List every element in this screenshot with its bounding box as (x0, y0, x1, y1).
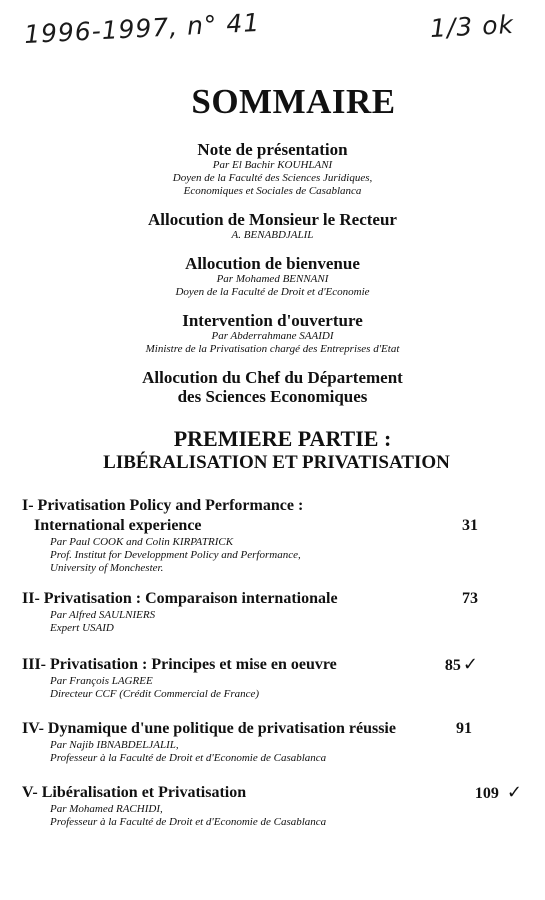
toc-entry-page-number-group (475, 783, 522, 804)
toc-entry-author-line: Professeur à la Faculté de Droit et d'Economie de Casablanca (50, 752, 327, 764)
front-matter-item (0, 210, 545, 242)
front-matter-title: Note de présentation (197, 140, 348, 159)
front-matter-item (0, 311, 545, 356)
front-matter-item (0, 140, 545, 198)
check-mark-icon: ✓ (506, 782, 522, 803)
toc-entry-author-line: Expert USAID (50, 622, 114, 634)
front-matter (0, 140, 545, 418)
toc-entry-page-number: 73 (462, 590, 478, 607)
front-matter-title: Allocution de Monsieur le Recteur (148, 210, 397, 229)
page-title-text: SOMMAIRE (191, 82, 396, 121)
toc-entry-author-line: Par François LAGREE (50, 675, 153, 687)
check-mark-icon: ✓ (462, 654, 478, 675)
part-subtitle: LIBÉRALISATION ET PRIVATISATION (103, 452, 450, 473)
toc-entry-title: IV- Dynamique d'une politique de privatisation réussie (22, 720, 396, 737)
toc-entry-page-number: 109 (474, 785, 499, 802)
front-matter-title: Allocution de bienvenue (185, 254, 360, 273)
toc-entry (22, 719, 522, 765)
toc-entry-page-number: 85 (444, 657, 461, 674)
front-matter-title: Allocution du Chef du Département (142, 368, 403, 387)
front-matter-title: Intervention d'ouverture (182, 311, 363, 330)
handwritten-reference-note: 1996-1997, n° 41 (23, 7, 261, 50)
toc-entry (22, 589, 522, 635)
handwritten-pages-note: 1/3 ok (429, 9, 515, 44)
toc-entry-title: II- Privatisation : Comparaison internationale (22, 590, 338, 607)
front-matter-item (0, 368, 545, 406)
toc-entry-author-line: Par Najib IBNABDELJALIL, (50, 739, 179, 751)
front-matter-title-continued: des Sciences Economiques (177, 387, 368, 406)
front-matter-line: Ministre de la Privatisation chargé des Entreprises d'Etat (145, 343, 400, 355)
toc-entry (22, 496, 522, 575)
toc-entry-page-number-group (445, 655, 478, 676)
page-title (0, 82, 545, 122)
toc-entry-page-number: 31 (462, 517, 478, 534)
front-matter-line: Par Abderrahmane SAAIDI (211, 330, 334, 342)
part-title: PREMIERE PARTIE : (173, 426, 392, 451)
toc-entry-title: III- Privatisation : Principes et mise en oeuvre (22, 656, 337, 673)
table-of-contents (22, 496, 522, 843)
toc-entry-title: V- Libéralisation et Privatisation (22, 784, 247, 801)
toc-entry-author-line: Professeur à la Faculté de Droit et d'Economie de Casablanca (50, 816, 327, 828)
toc-entry-title-continued: International experience (34, 517, 202, 534)
toc-entry-author-line: Par Mohamed RACHIDI, (50, 803, 163, 815)
toc-entry-author-line: University of Monchester. (50, 562, 164, 574)
toc-entry (22, 783, 522, 829)
toc-entry-page-number: 91 (456, 720, 472, 737)
front-matter-line: Doyen de la Faculté des Sciences Juridiques, (172, 172, 373, 184)
front-matter-line: A. BENABDJALIL (231, 229, 314, 241)
toc-entry-title: I- Privatisation Policy and Performance : (22, 497, 304, 514)
front-matter-line: Economiques et Sociales de Casablanca (183, 185, 362, 197)
front-matter-line: Doyen de la Faculté de Droit et d'Economie (175, 286, 370, 298)
toc-entry-author-line: Par Paul COOK and Colin KIRPATRICK (50, 536, 234, 548)
part-heading (0, 426, 545, 474)
toc-entry-author-line: Prof. Institut for Developpment Policy and Performance, (50, 549, 301, 561)
front-matter-line: Par El Bachir KOUHLANI (212, 159, 333, 171)
front-matter-line: Par Mohamed BENNANI (216, 273, 329, 285)
toc-entry (22, 655, 522, 701)
toc-entry-author-line: Directeur CCF (Crédit Commercial de France) (50, 688, 260, 700)
toc-entry-author-line: Par Alfred SAULNIERS (50, 609, 156, 621)
front-matter-item (0, 254, 545, 299)
